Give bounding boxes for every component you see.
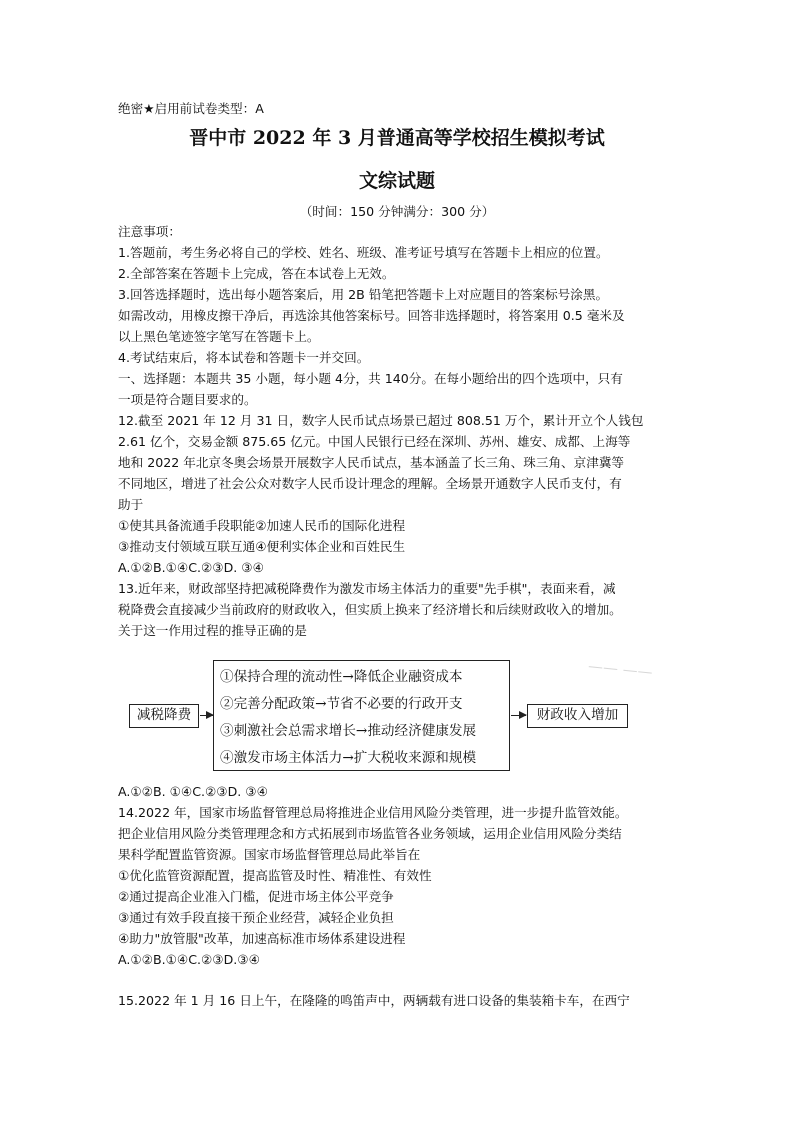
exam-time-info: （时间：150 分钟满分：300 分） [299,204,495,219]
q12-stem: 助于 [118,497,144,512]
q12-option-line: ③推动支付领域互联互通④便利实体企业和百姓民生 [118,539,406,554]
q13-stem: 关于这一作用过程的推导正确的是 [118,623,307,638]
notes-line: 1.答题前，考生务必将自己的学校、姓名、班级、准考证号填写在答题卡上相应的位置。 [118,245,609,260]
q12-stem: 不同地区，增进了社会公众对数字人民币设计理念的理解。全场景开通数字人民币支付，有 [118,476,622,491]
diagram-left-box [129,704,199,728]
q15-stem: 15.2022 年 1 月 16 日上午，在隆隆的鸣笛声中，两辆载有进口设备的集装箱卡车，在西宁 [118,993,630,1008]
diagram-option: ②完善分配政策→节省不必要的行政开支 [220,696,463,712]
faint-bleed-through-mark: —— —— [587,656,654,682]
diagram-option: ③刺激社会总需求增长→推动经济健康发展 [220,723,477,739]
q14-answer-choices: A.①②B.①④C.②③D.③④ [118,952,260,967]
q14-option-line: ③通过有效手段直接干预企业经营，减轻企业负担 [118,910,394,925]
exam-title: 晋中市 2022 年 3 月普通高等学校招生模拟考试 [189,127,605,149]
diagram-arrow-right [511,715,526,716]
diagram-option: ①保持合理的流动性→降低企业融资成本 [220,669,463,685]
section-intro: 一、选择题：本题共 35 小题，每小题 4分，共 140分。在每小题给出的四个选项中，只有 [118,371,623,386]
notes-line: 以上黑色笔迹签字笔写在答题卡上。 [118,329,320,344]
notes-line: 如需改动，用橡皮擦干净后，再选涂其他答案标号。回答非选择题时，将答案用 0.5 毫米及 [118,308,625,323]
q13-stem: 税降费会直接减少当前政府的财政收入，但实质上换来了经济增长和后续财政收入的增加。 [118,602,622,617]
notes-line: 4.考试结束后，将本试卷和答题卡一并交回。 [118,350,370,365]
section-intro: 一项是符合题目要求的。 [118,392,257,407]
diagram-left-label: 减税降费 [136,707,192,723]
diagram-option: ④激发市场主体活力→扩大税收来源和规模 [220,750,477,766]
q14-option-line: ②通过提高企业准入门槛，促进市场主体公平竞争 [118,889,394,904]
q13-stem: 13.近年来，财政部坚持把减税降费作为激发市场主体活力的重要"先手棋"，表面来看，减 [118,581,616,596]
header-top-label: 绝密★启用前试卷类型：A [118,101,264,116]
notes-line: 2.全部答案在答题卡上完成，答在本试卷上无效。 [118,266,395,281]
q14-option-line: ①优化监管资源配置，提高监管及时性、精准性、有效性 [118,868,432,883]
q12-stem: 2.61 亿个，交易金额 875.65 亿元。中国人民银行已经在深圳、苏州、雄安、成都、上海等 [118,434,631,449]
q13-answer-choices: A.①②B. ①④C.②③D. ③④ [118,784,268,799]
q12-answer-choices: A.①②B.①④C.②③D. ③④ [118,560,264,575]
notes-heading: 注意事项： [118,224,181,239]
q12-stem: 地和 2022 年北京冬奥会场景开展数字人民币试点，基本涵盖了长三角、珠三角、京津冀等 [118,455,625,470]
exam-subtitle: 文综试题 [358,170,435,192]
q12-option-line: ①使其具备流通手段职能②加速人民币的国际化进程 [118,518,406,533]
diagram-right-box [527,704,628,728]
q14-stem: 14.2022 年，国家市场监督管理总局将推进企业信用风险分类管理，进一步提升监管效能。 [118,805,628,820]
q14-option-line: ④助力"放管服"改革，加速高标准市场体系建设进程 [118,931,406,946]
diagram-right-label: 财政收入增加 [536,707,619,723]
q14-stem: 把企业信用风险分类管理理念和方式拓展到市场监管各业务领域，运用企业信用风险分类结 [118,826,622,841]
diagram-arrow-right [200,715,213,716]
notes-line: 3.回答选择题时，选出每小题答案后，用 2B 铅笔把答题卡上对应题目的答案标号涂黑。 [118,287,609,302]
q12-stem: 12.截至 2021 年 12 月 31 日，数字人民币试点场景已超过 808.51 万个，累计开立个人钱包 [118,413,644,428]
q14-stem: 果科学配置监管资源。国家市场监督管理总局此举旨在 [118,847,421,862]
